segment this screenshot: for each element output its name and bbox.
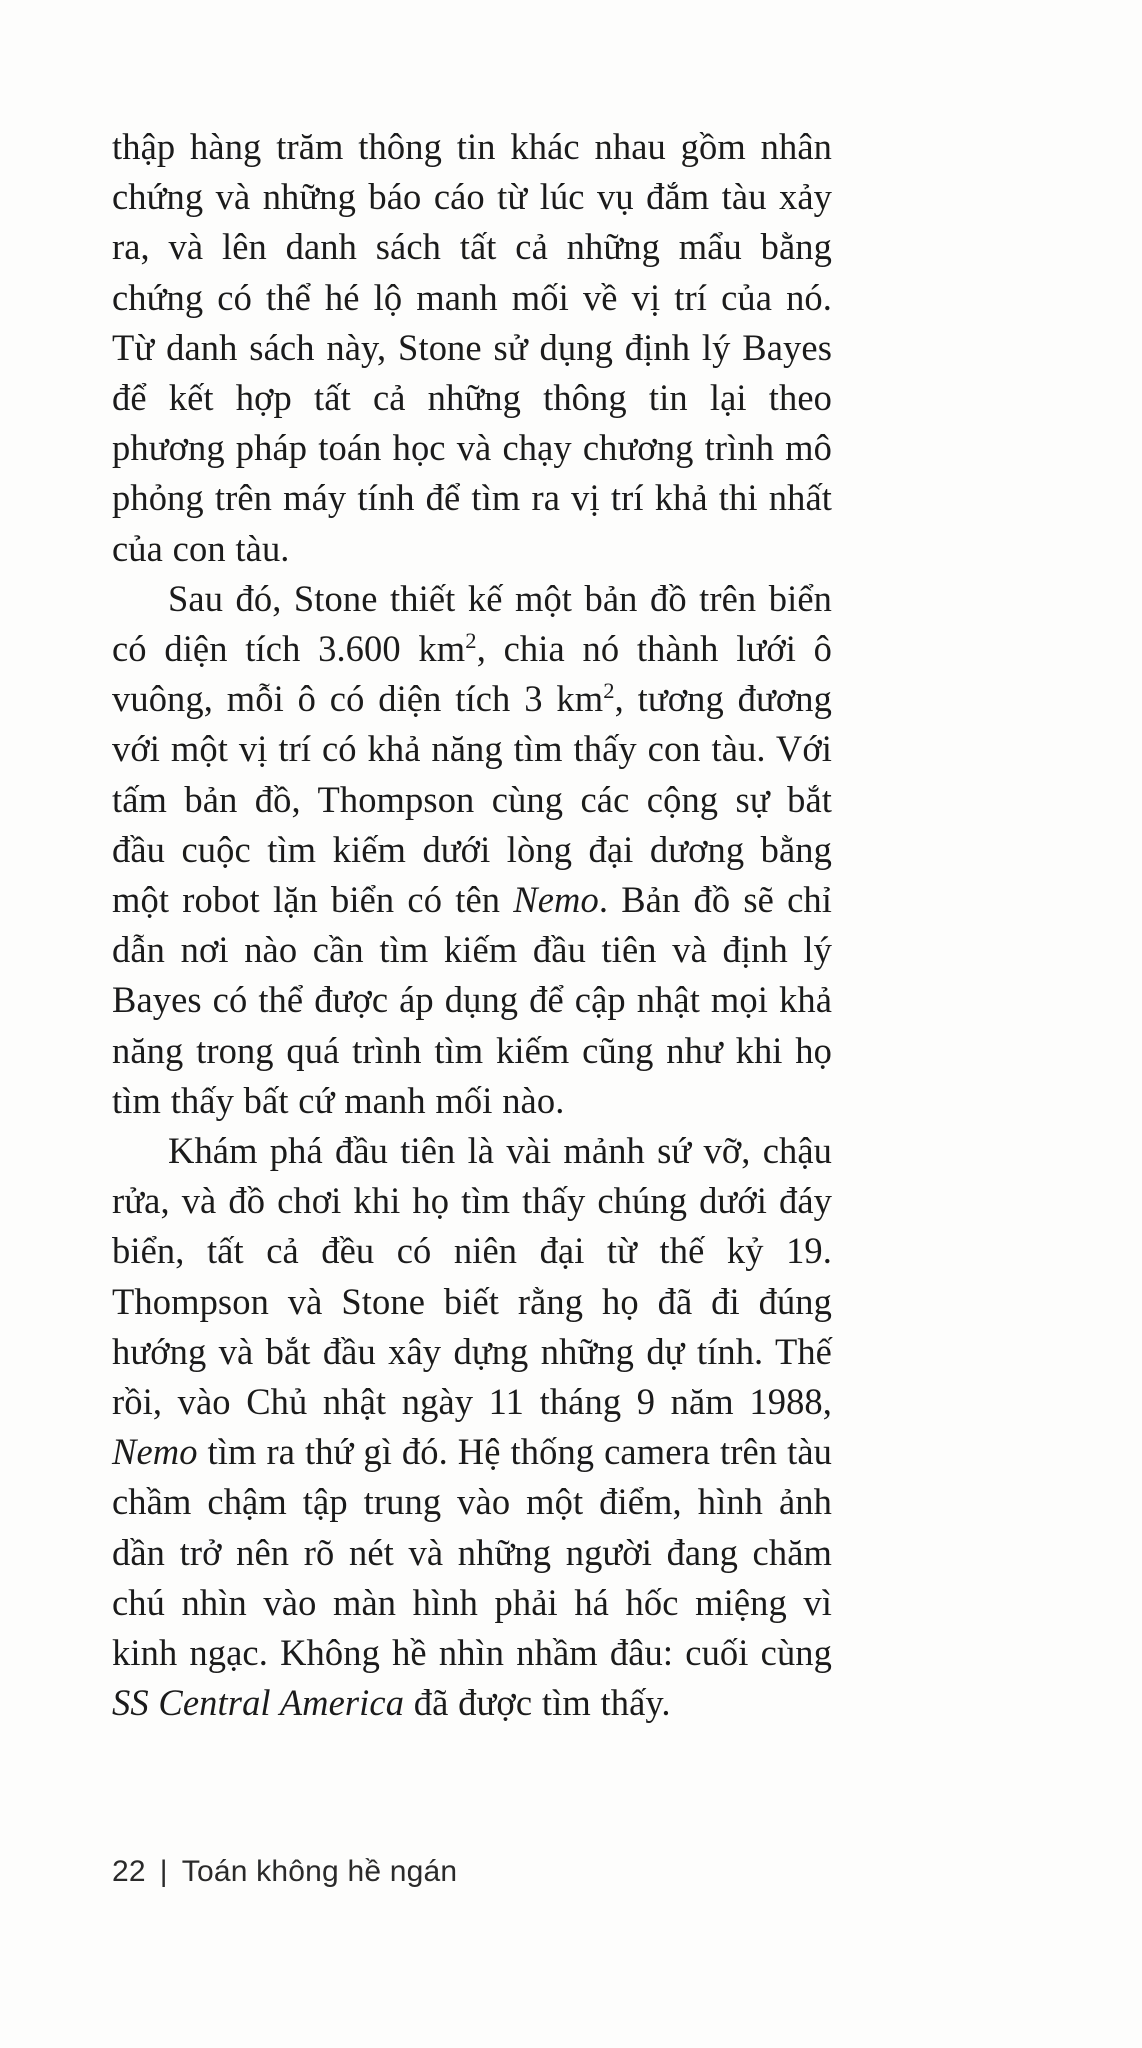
text-run: thập hàng trăm thông tin khác nhau gồm nhân chứng và những báo cáo từ lúc vụ đắm tàu xảy ra, và lên danh sách tất cả những mẩu bằng chứng có thể hé lộ manh mối về vị trí của nó. Từ danh sách này, Stone sử dụng định lý Bayes để kết hợp tất cả những thông tin lại theo phương pháp toán học và chạy chương trình mô phỏng trên máy tính để tìm ra vị trí khả thi nhất của con tàu.: [112, 126, 832, 569]
paragraph-1: [112, 122, 832, 574]
italic-term: Nemo: [112, 1431, 198, 1473]
book-title: Toán không hề ngán: [181, 1855, 458, 1888]
superscript-exponent: 2: [603, 678, 615, 704]
text-run: Khám phá đầu tiên là vài mảnh sứ vỡ, chậu rửa, và đồ chơi khi họ tìm thấy chúng dưới đáy biển, tất cả đều có niên đại từ thế kỷ 19. Thompson và Stone biết rằng họ đã đi đúng hướng và bắt đầu xây dựng những dự tính. Thế rồi, vào Chủ nhật ngày 11 tháng 9 năm 1988,: [112, 1130, 832, 1423]
paragraph-3: [112, 1126, 832, 1728]
text-run: . Bản đồ sẽ chỉ dẫn nơi nào cần tìm kiếm đầu tiên và định lý Bayes có thể được áp dụng để cập nhật mọi khả năng trong quá trình tìm kiếm cũng như khi họ tìm thấy bất cứ manh mối nào.: [112, 879, 833, 1121]
italic-term: SS Central America: [112, 1682, 405, 1724]
page-footer: [112, 1855, 457, 1889]
text-run: , chia nó thành lưới ô vuông, mỗi ô có diện tích 3 km: [112, 628, 833, 720]
page-number: 22: [112, 1855, 146, 1888]
page-text-column: [112, 122, 832, 1729]
paragraph-2: [112, 574, 832, 1126]
superscript-exponent: 2: [465, 627, 477, 653]
text-run: tìm ra thứ gì đó. Hệ thống camera trên tàu chầm chậm tập trung vào một điểm, hình ảnh dần trở nên rõ nét và những người đang chăm chú nhìn vào màn hình phải há hốc miệng vì kinh ngạc. Không hề nhìn nhầm đâu: cuối cùng: [112, 1431, 832, 1674]
footer-separator: |: [159, 1855, 168, 1888]
text-run: đã được tìm thấy.: [404, 1682, 671, 1724]
text-run: , tương đương với một vị trí có khả năng tìm thấy con tàu. Với tấm bản đồ, Thompson cùng các cộng sự bắt đầu cuộc tìm kiếm dưới lòng đại dương bằng một robot lặn biển có tên: [112, 678, 833, 921]
text-run: Sau đó, Stone thiết kế một bản đồ trên biển có diện tích 3.600 km: [112, 577, 832, 670]
italic-term: Nemo: [513, 879, 599, 921]
